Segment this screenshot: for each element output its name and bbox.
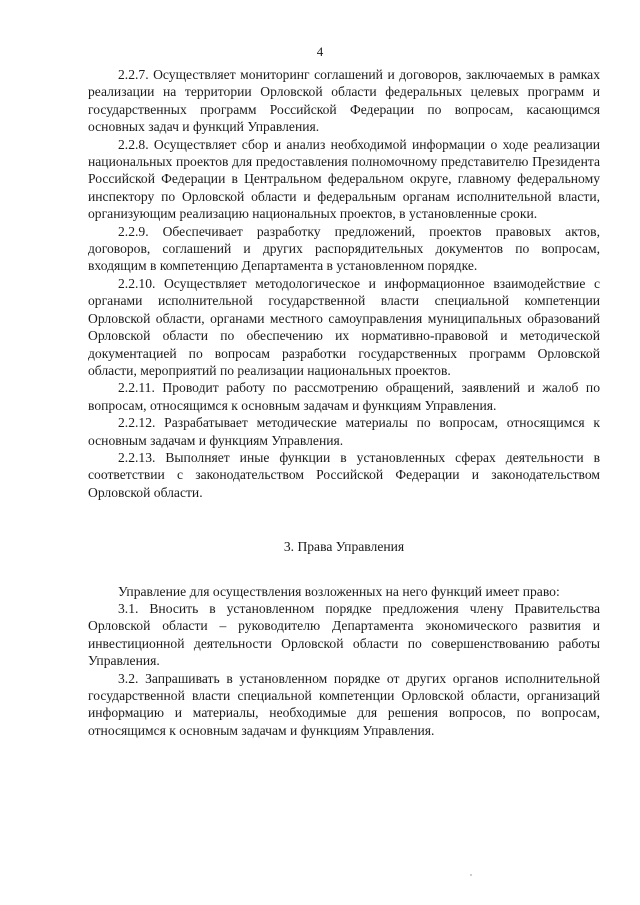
paragraph-2-2-7: 2.2.7. Осуществляет мониторинг соглашений и договоров, заключаемых в рамках реализации на территории Орловской области федеральных целевых программ и государственных программ Российской Федерации по вопросам, касающимся основных задач и функций Управления.	[88, 67, 600, 135]
paragraph-2-2-11: 2.2.11. Проводит работу по рассмотрению обращений, заявлений и жалоб по вопросам, относящимся к основным задачам и функциям Управления.	[88, 380, 600, 413]
document-body	[88, 66, 600, 739]
page-number: 4	[316, 44, 324, 59]
section-heading: 3. Права Управления	[283, 539, 405, 555]
paragraph-2-2-10: 2.2.10. Осуществляет методологическое и информационное взаимодействие с органами исполнительной государственной власти специальной компетенции Орловской области, органами местного самоуправления муниципальных образований Орловской области по обеспечению их нормативно-правовой и методической документацией по вопросам разработки государственных программ Орловской области, мероприятий по реализации национальных проектов.	[88, 275, 600, 378]
paragraph-2-2-8: 2.2.8. Осуществляет сбор и анализ необходимой информации о ходе реализации национальных проектов для предоставления полномочному представителю Президента Российской Федерации в Центральном федеральном округе, главному федеральному инспектору по Орловской области и федеральным органам исполнительной власти, организующим реализацию национальных проектов, в установленные сроки.	[88, 136, 600, 222]
scan-speck	[470, 874, 472, 876]
paragraph-2-2-12: 2.2.12. Разрабатывает методические материалы по вопросам, относящимся к основным задачам и функциям Управления.	[88, 415, 600, 448]
paragraph-2-2-13: 2.2.13. Выполняет иные функции в установленных сферах деятельности в соответствии с законодательством Российской Федерации и законодательством Орловской области.	[88, 449, 600, 500]
paragraph-3-2: 3.2. Запрашивать в установленном порядке от других органов исполнительной государственной власти специальной компетенции Орловской области, организаций информацию и материалы, необходимые для решения вопросов, по вопросам, относящимся к основным задачам и функциям Управления.	[88, 670, 600, 738]
paragraph-3-1: 3.1. Вносить в установленном порядке предложения члену Правительства Орловской области – руководителю Департамента экономического развития и инвестиционной деятельности Орловской области по совершенствованию работы Управления.	[88, 600, 600, 669]
paragraph-2-2-9: 2.2.9. Обеспечивает разработку предложений, проектов правовых актов, договоров, соглашений и других распорядительных документов по вопросам, входящим в компетенцию Департамента в установленном порядке.	[88, 223, 600, 274]
paragraph-rights-intro: Управление для осуществления возложенных на него функций имеет право:	[118, 583, 560, 599]
